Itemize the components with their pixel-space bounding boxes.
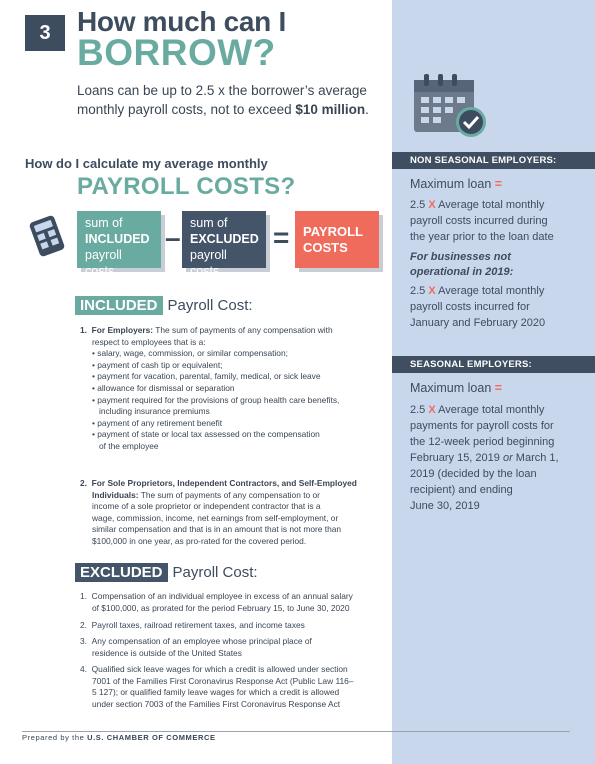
formula-line: Average total monthly <box>438 404 545 416</box>
formula-line: payments for payroll costs for <box>410 420 554 432</box>
included-box <box>77 211 161 278</box>
non-seasonal-max-loan <box>410 177 502 191</box>
footer-divider <box>22 731 570 732</box>
equals-symbol: = <box>494 177 503 191</box>
non-seasonal-formula <box>410 197 580 245</box>
excluded-line: under section 7003 of the Families First Coronavirus Response Act <box>92 698 341 709</box>
included-item-2 <box>80 478 357 548</box>
item2-head-1: For Sole Proprietors, Independent Contractors, and Self-Employed <box>91 478 357 488</box>
title-line-2: BORROW? <box>77 32 276 73</box>
formula-line: payroll costs incurred during <box>410 215 548 227</box>
formula-line: recipient) and ending <box>410 484 513 496</box>
bullet-list <box>80 348 339 452</box>
excluded-line: Any compensation of an employee whose principal place of <box>91 636 312 646</box>
formula-line: February 15, 2019 <box>410 452 503 464</box>
excluded-rest: payroll costs <box>190 248 227 278</box>
or-word: or <box>502 452 513 464</box>
result-line-1: PAYROLL <box>303 223 363 239</box>
seasonal-max-loan <box>410 381 502 395</box>
excluded-num: 1. <box>80 591 87 601</box>
excluded-label: Payroll Cost: <box>172 564 258 581</box>
item1-line2: respect to employees that is a: <box>92 336 206 347</box>
excluded-item-3 <box>80 636 312 659</box>
max-loan-label: Maximum loan <box>410 381 492 395</box>
footer-org: U.S. CHAMBER OF COMMERCE <box>87 733 216 742</box>
excluded-word: EXCLUDED <box>190 232 259 246</box>
excluded-num: 3. <box>80 636 87 646</box>
formula-line: 2019 (decided by the loan <box>410 468 537 480</box>
equals-sign: = <box>273 222 290 253</box>
bullet-item: including insurance premiums <box>92 406 210 417</box>
excluded-item-4 <box>80 664 353 710</box>
excluded-num: 4. <box>80 664 87 674</box>
included-label: Payroll Cost: <box>167 297 253 314</box>
times-symbol: X <box>428 404 436 416</box>
excluded-heading <box>75 563 258 582</box>
included-item-1 <box>80 325 339 453</box>
footer <box>22 733 216 742</box>
times-symbol: X <box>428 199 436 211</box>
calendar-check-icon <box>412 72 490 140</box>
excluded-line: 7001 of the Families First Coronavirus Response Act (Public Law 116– <box>92 675 354 686</box>
item2-line: similar compensation and that is in an amount that is not more than <box>92 524 342 535</box>
non-seasonal-header: NON SEASONAL EMPLOYERS: <box>392 152 595 169</box>
bullet-item: of the employee <box>92 440 159 451</box>
seasonal-header: SEASONAL EMPLOYERS: <box>392 356 595 373</box>
intro-bold: $10 million <box>295 102 366 117</box>
formula-line: the year prior to the loan date <box>410 231 554 243</box>
bullet-item: • payment for vacation, parental, family, medical, or sick leave <box>92 371 321 382</box>
excluded-box <box>182 211 266 278</box>
formula-line: January and February 2020 <box>410 317 546 329</box>
excluded-line: Compensation of an individual employee in excess of an annual salary <box>91 591 353 601</box>
item2-line: income of a sole proprietor or independent contractor that is a <box>92 501 321 512</box>
multiplier: 2.5 <box>410 199 426 211</box>
not-operational-line: For businesses not <box>410 251 511 263</box>
intro-main: Loans can be up to 2.5 x the borrower’s average monthly payroll costs, not to exceed <box>77 83 367 117</box>
bullet-item: • salary, wage, commission, or similar compensation; <box>92 348 288 359</box>
excluded-item-1 <box>80 591 353 614</box>
item1-head: For Employers: <box>91 325 154 335</box>
max-loan-label: Maximum loan <box>410 177 492 191</box>
excluded-line: Qualified sick leave wages for which a credit is allowed under section <box>91 664 348 674</box>
payroll-costs-box <box>295 211 379 268</box>
bullet-item: • payment required for the provisions of group health care benefits, <box>92 394 340 405</box>
formula-line: payroll costs incurred for <box>410 301 530 313</box>
step-badge: 3 <box>25 15 65 51</box>
included-rest: payroll costs <box>85 248 122 278</box>
excluded-item-2 <box>80 620 305 632</box>
equals-symbol: = <box>494 381 503 395</box>
formula-line: Average total monthly <box>438 199 545 211</box>
formula-line: March 1, <box>512 452 559 464</box>
excluded-line: 5 127); or qualified family leave wages for which a credit is allowed <box>92 687 340 698</box>
calc-heading: PAYROLL COSTS? <box>77 173 296 200</box>
excluded-num: 2. <box>80 620 87 630</box>
bullet-item: • payment of any retirement benefit <box>92 417 223 428</box>
included-word: INCLUDED <box>85 232 150 246</box>
times-symbol: X <box>428 285 436 297</box>
bullet-item: • allowance for dismissal or separation <box>92 382 235 393</box>
item2-head-2: Individuals: <box>92 489 139 500</box>
excluded-line: Payroll taxes, railroad retirement taxes, and income taxes <box>91 620 305 630</box>
item2-num: 2. <box>80 478 87 488</box>
item1-line1: The sum of payments of any compensation with <box>153 325 333 335</box>
item2-line: $100,000 in one year, as pro-rated for the covered period. <box>92 535 307 546</box>
item2-line2-rest: The sum of payments of any compensation to or <box>138 489 320 500</box>
excluded-sum-of: sum of <box>190 216 228 230</box>
not-operational-heading <box>410 250 580 280</box>
formula-line: the 12-week period beginning <box>410 436 555 448</box>
calculator-icon <box>25 214 69 258</box>
bullet-item: • payment of state or local tax assessed on the compensation <box>92 429 320 440</box>
bullet-item: • payment of cash tip or equivalent; <box>92 359 223 370</box>
formula-line: June 30, 2019 <box>410 500 480 512</box>
title-line-1: How much can I <box>77 6 286 37</box>
calc-question: How do I calculate my average monthly <box>25 156 268 171</box>
footer-prefix: Prepared by the <box>22 733 88 742</box>
multiplier: 2.5 <box>410 404 426 416</box>
item1-num: 1. <box>80 325 87 335</box>
included-tag: INCLUDED <box>75 296 163 315</box>
included-sum-of: sum of <box>85 216 123 230</box>
minus-sign: – <box>165 222 181 253</box>
intro-end: . <box>365 102 369 117</box>
not-operational-line: operational in 2019: <box>410 266 514 278</box>
seasonal-formula <box>410 402 580 514</box>
excluded-line: of $100,000, as prorated for the period February 15, to June 30, 2020 <box>92 602 350 613</box>
excluded-tag: EXCLUDED <box>75 563 168 582</box>
formula-line: Average total monthly <box>438 285 545 297</box>
non-seasonal-formula-2 <box>410 283 580 331</box>
item2-line: wage, commission, income, net earnings from self-employment, or <box>92 512 339 523</box>
intro-text <box>77 81 377 119</box>
multiplier: 2.5 <box>410 285 426 297</box>
result-line-2: COSTS <box>303 239 348 255</box>
excluded-line: residence is outside of the United States <box>92 647 242 658</box>
included-heading <box>75 296 253 315</box>
